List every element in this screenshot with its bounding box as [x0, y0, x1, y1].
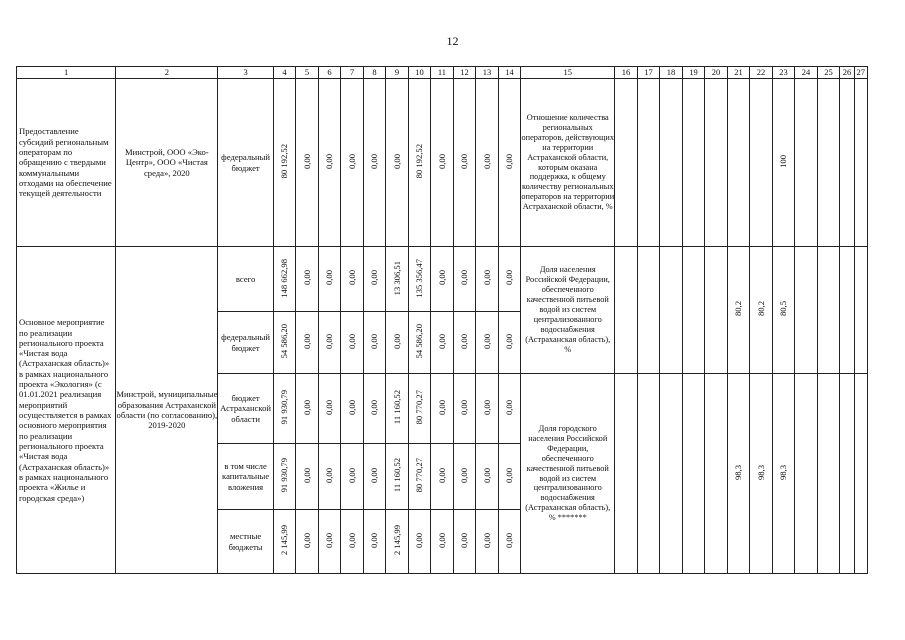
amount-cell: 0,00: [318, 247, 341, 312]
empty-cell: [682, 247, 705, 374]
empty-cell: [705, 79, 728, 247]
empty-cell: [795, 79, 818, 247]
amount-cell: 0,00: [296, 444, 319, 510]
header-cell: 17: [637, 67, 660, 79]
empty-cell: [615, 247, 638, 374]
amount-cell: 0,00: [476, 444, 499, 510]
funding-source: в том числе капитальные вложения: [218, 444, 273, 510]
header-cell: 22: [750, 67, 773, 79]
amount-cell: 0,00: [498, 79, 521, 247]
amount-cell: 0,00: [408, 510, 431, 574]
header-cell: 7: [341, 67, 364, 79]
amount-cell: 0,00: [296, 312, 319, 374]
amount-cell: 0,00: [453, 510, 476, 574]
amount-cell: 0,00: [498, 312, 521, 374]
header-cell: 5: [296, 67, 319, 79]
header-cell: 6: [318, 67, 341, 79]
header-cell: 23: [772, 67, 795, 79]
indicator-text: Доля городского населения Российской Федерации, обеспеченного качественной питьевой водой из систем централизованного водоснабжения (Астраханская область), % *******: [521, 374, 615, 574]
measure-name: Основное мероприятие по реализации регионального проекта «Чистая вода (Астраханская область)» в рамках национального проекта «Экология» (с 01.01.2021 реализация мероприятий осуществляется в рамках основного мероприятия по реализации регионального проекта «Чистая вода (Астраханская область)» в рамках национального проекта «Жилье и городская среда»): [17, 247, 116, 574]
amount-cell: 0,00: [453, 444, 476, 510]
indicator-text: Доля населения Российской Федерации, обеспеченного качественной питьевой водой из систем централизованного водоснабжения (Астраханская область), %: [521, 247, 615, 374]
page-number: 12: [446, 34, 459, 48]
empty-cell: [795, 374, 818, 574]
empty-cell: [660, 79, 683, 247]
amount-cell: 0,00: [363, 247, 386, 312]
amount-cell: 0,00: [363, 510, 386, 574]
amount-cell: 80 192,52: [273, 79, 296, 247]
header-cell: 12: [453, 67, 476, 79]
amount-cell: 0,00: [476, 312, 499, 374]
amount-cell: 91 930,79: [273, 444, 296, 510]
funding-source: бюджет Астраханской области: [218, 374, 273, 444]
empty-cell: [637, 79, 660, 247]
empty-cell: [854, 374, 867, 574]
amount-cell: 0,00: [341, 510, 364, 574]
amount-cell: 0,00: [318, 312, 341, 374]
header-cell: 15: [521, 67, 615, 79]
indicator-value: 80,2: [727, 247, 750, 374]
amount-cell: 54 586,20: [273, 312, 296, 374]
amount-cell: 0,00: [341, 79, 364, 247]
header-cell: 8: [363, 67, 386, 79]
header-cell: 13: [476, 67, 499, 79]
header-cell: 1: [17, 67, 116, 79]
amount-cell: 2 145,99: [273, 510, 296, 574]
amount-cell: 135 356,47: [408, 247, 431, 312]
empty-cell: [840, 79, 854, 247]
header-cell: 27: [854, 67, 867, 79]
amount-cell: 0,00: [431, 374, 454, 444]
amount-cell: 0,00: [363, 444, 386, 510]
empty-cell: [817, 374, 840, 574]
header-cell: 18: [660, 67, 683, 79]
empty-cell: [705, 247, 728, 374]
empty-cell: [705, 374, 728, 574]
measure-name: Предоставление субсидий региональным операторам по обращению с твердыми коммунальными отходами на обеспечение текущей деятельности: [17, 79, 116, 247]
indicator-value: 98,3: [772, 374, 795, 574]
amount-cell: 80 770,27: [408, 374, 431, 444]
amount-cell: 0,00: [453, 374, 476, 444]
amount-cell: 0,00: [341, 444, 364, 510]
empty-cell: [795, 247, 818, 374]
amount-cell: 0,00: [296, 79, 319, 247]
empty-cell: [817, 79, 840, 247]
header-cell: 3: [218, 67, 273, 79]
program-table: [16, 66, 868, 574]
funding-source: федеральный бюджет: [218, 312, 273, 374]
amount-cell: 0,00: [318, 79, 341, 247]
amount-cell: 0,00: [296, 374, 319, 444]
header-cell: 16: [615, 67, 638, 79]
amount-cell: 0,00: [296, 247, 319, 312]
amount-cell: 0,00: [296, 510, 319, 574]
amount-cell: 0,00: [363, 374, 386, 444]
amount-cell: 0,00: [453, 79, 476, 247]
indicator-value: 98,3: [750, 374, 773, 574]
header-cell: 4: [273, 67, 296, 79]
amount-cell: 0,00: [431, 79, 454, 247]
amount-cell: 0,00: [341, 312, 364, 374]
amount-cell: 0,00: [386, 79, 409, 247]
amount-cell: 80 770,27: [408, 444, 431, 510]
funding-source: федеральный бюджет: [218, 79, 273, 247]
amount-cell: 0,00: [453, 247, 476, 312]
indicator-value: 80,5: [772, 247, 795, 374]
indicator-value: 100: [772, 79, 795, 247]
header-row: [17, 67, 868, 79]
funding-source: всего: [218, 247, 273, 312]
empty-cell: [682, 79, 705, 247]
header-cell: 11: [431, 67, 454, 79]
amount-cell: 0,00: [476, 374, 499, 444]
amount-cell: 0,00: [318, 374, 341, 444]
amount-cell: 0,00: [476, 79, 499, 247]
amount-cell: 0,00: [431, 247, 454, 312]
header-cell: 24: [795, 67, 818, 79]
amount-cell: 0,00: [498, 444, 521, 510]
header-cell: 19: [682, 67, 705, 79]
amount-cell: 148 662,98: [273, 247, 296, 312]
amount-cell: 0,00: [363, 79, 386, 247]
empty-cell: [840, 374, 854, 574]
amount-cell: 11 160,52: [386, 444, 409, 510]
amount-cell: 54 586,20: [408, 312, 431, 374]
header-cell: 26: [840, 67, 854, 79]
empty-cell: [615, 374, 638, 574]
header-cell: 25: [817, 67, 840, 79]
amount-cell: 0,00: [318, 444, 341, 510]
amount-cell: 0,00: [341, 247, 364, 312]
header-cell: 14: [498, 67, 521, 79]
amount-cell: 0,00: [431, 510, 454, 574]
amount-cell: 0,00: [431, 444, 454, 510]
amount-cell: 0,00: [498, 247, 521, 312]
amount-cell: 0,00: [341, 374, 364, 444]
table-row: [17, 79, 868, 247]
empty-cell: [750, 79, 773, 247]
amount-cell: 13 306,51: [386, 247, 409, 312]
empty-cell: [727, 79, 750, 247]
empty-cell: [660, 374, 683, 574]
empty-cell: [637, 247, 660, 374]
header-cell: 10: [408, 67, 431, 79]
amount-cell: 80 192,52: [408, 79, 431, 247]
empty-cell: [682, 374, 705, 574]
header-cell: 21: [727, 67, 750, 79]
indicator-text: Отношение количества региональных операторов, действующих на территории Астраханской области, которым оказана поддержка, к общему количеству региональных операторов на территории Астраханской области, %: [521, 79, 615, 247]
amount-cell: 2 145,99: [386, 510, 409, 574]
header-cell: 9: [386, 67, 409, 79]
executor: Минстрой, ООО «Эко-Центр», ООО «Чистая среда», 2020: [116, 79, 218, 247]
amount-cell: 0,00: [453, 312, 476, 374]
amount-cell: 0,00: [431, 312, 454, 374]
header-cell: 20: [705, 67, 728, 79]
amount-cell: 0,00: [318, 510, 341, 574]
amount-cell: 0,00: [476, 510, 499, 574]
empty-cell: [840, 247, 854, 374]
amount-cell: 0,00: [498, 374, 521, 444]
empty-cell: [854, 79, 867, 247]
header-cell: 2: [116, 67, 218, 79]
amount-cell: 11 160,52: [386, 374, 409, 444]
empty-cell: [637, 374, 660, 574]
amount-cell: 91 930,79: [273, 374, 296, 444]
indicator-value: 80,2: [750, 247, 773, 374]
amount-cell: 0,00: [476, 247, 499, 312]
funding-source: местные бюджеты: [218, 510, 273, 574]
amount-cell: 0,00: [363, 312, 386, 374]
executor: Минстрой, муниципальные образования Астраханской области (по согласованию), 2019-2020: [116, 247, 218, 574]
empty-cell: [660, 247, 683, 374]
indicator-value: 98,3: [727, 374, 750, 574]
empty-cell: [854, 247, 867, 374]
amount-cell: 0,00: [386, 312, 409, 374]
amount-cell: 0,00: [498, 510, 521, 574]
table-row: [17, 247, 868, 312]
empty-cell: [817, 247, 840, 374]
empty-cell: [615, 79, 638, 247]
